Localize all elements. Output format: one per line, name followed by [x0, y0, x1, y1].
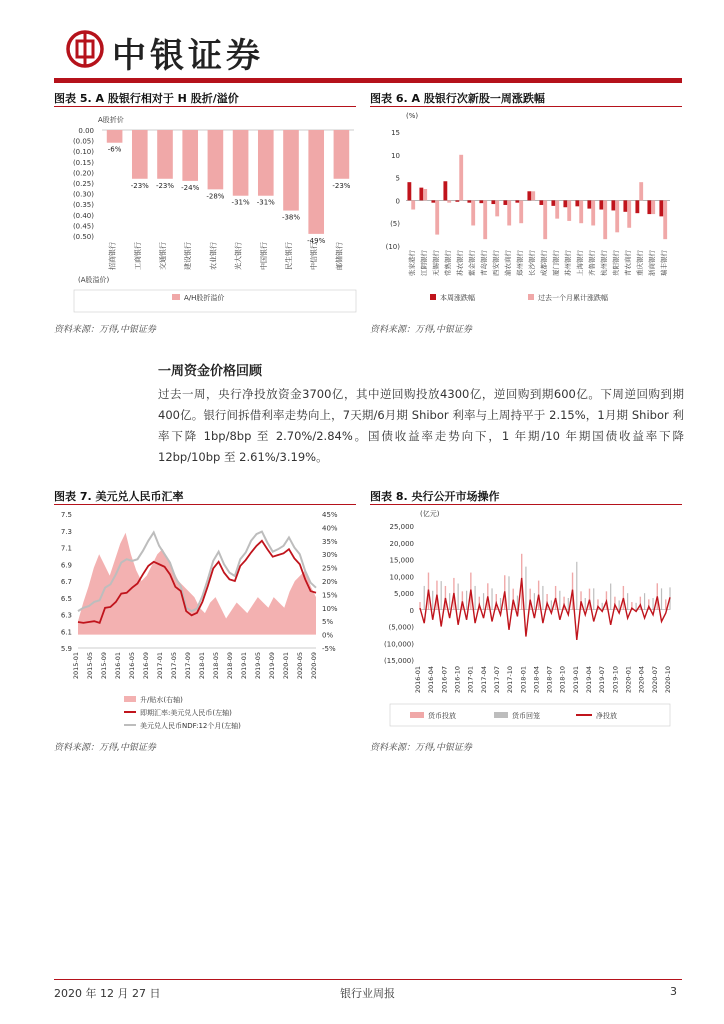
- fig5-y-tick: (0.50): [72, 233, 94, 241]
- fig6-y-tick: (10): [385, 243, 400, 251]
- footer-rule: [54, 979, 682, 980]
- fig7-x-tick: 2017-09: [184, 652, 192, 680]
- fig8-x-tick: 2018-04: [532, 666, 541, 694]
- fig6-category-label: 苏州银行: [564, 250, 572, 276]
- fig8-x-tick: 2019-07: [598, 666, 607, 694]
- fig7-legend-label-ndf: 美元兑人民币NDF:12个月(左轴): [140, 722, 241, 730]
- fig6-bar-week: [647, 200, 651, 214]
- fig7-legend-label-spot: 即期汇率:美元兑人民币(左轴): [140, 709, 232, 717]
- fig6-category-label: 江阴银行: [420, 250, 428, 276]
- fig7-left-tick: 6.7: [60, 578, 72, 586]
- fig6-bar-week: [503, 200, 507, 205]
- fig5-bar: [334, 130, 350, 179]
- fig5-data-label: -31%: [231, 198, 250, 207]
- fig6-bar-month: [543, 200, 547, 239]
- fig7-left-tick: 7.3: [60, 527, 72, 536]
- fig7-x-tick: 2019-09: [268, 652, 276, 680]
- fig8-ylabel: (亿元): [420, 510, 440, 518]
- fig7-legend-swatch-area: [124, 696, 136, 702]
- fig8-legend-label-withdraw: 货币回笼: [512, 712, 540, 720]
- fig7-source: 资料来源：万得,中银证券: [54, 743, 156, 753]
- fig7-right-tick: 0%: [322, 631, 334, 640]
- fig5-y-tick: (0.15): [72, 158, 94, 167]
- fig8-y-tick: 25,000: [389, 523, 414, 531]
- fig5-bar: [308, 130, 324, 234]
- fig5-y-tick: (0.30): [72, 190, 94, 199]
- fig6-bar-month: [531, 191, 535, 200]
- fig5-data-label: -24%: [181, 183, 200, 192]
- fig8-legend-swatch-withdraw: [494, 712, 508, 718]
- fig5-data-label: -23%: [130, 181, 149, 190]
- fig8-x-tick: 2018-01: [519, 666, 528, 694]
- fig7-right-tick: 30%: [322, 551, 338, 560]
- fig6-bar-week: [467, 200, 471, 202]
- fig8-y-tick: 0: [409, 606, 414, 615]
- fig6-source: 资料来源：万得,中银证券: [370, 325, 472, 335]
- fig8-y-tick: (15,000): [384, 657, 414, 665]
- fig6-bar-week: [443, 181, 447, 200]
- fig6-y-tick: 5: [395, 174, 400, 183]
- fig5-data-label: -6%: [107, 145, 122, 154]
- fig6-bar-week: [527, 191, 531, 200]
- fig7-right-tick: -5%: [322, 645, 336, 653]
- fig5-y-tick: (0.40): [72, 211, 94, 220]
- fig6-bar-week: [575, 200, 579, 206]
- fig6-bar-month: [555, 200, 559, 218]
- fig8-source: 资料来源：万得,中银证券: [370, 743, 472, 753]
- fig7-x-tick: 2017-05: [170, 652, 178, 680]
- fig5-category-label: 中信银行: [310, 242, 319, 270]
- fig7-x-tick: 2016-09: [142, 652, 150, 680]
- fig7-legend-label-area: 升/贴水(右轴): [140, 696, 183, 704]
- fig5-y-tick: (0.45): [72, 222, 94, 231]
- fig5-category-label: 中国银行: [259, 242, 268, 270]
- fig8-x-tick: 2020-10: [664, 666, 672, 694]
- fig6-bar-month: [567, 200, 571, 221]
- fig7-left-tick: 5.9: [60, 645, 72, 653]
- fig8-x-tick: 2019-10: [611, 666, 620, 694]
- fig5-bar: [132, 130, 148, 179]
- fig7-title: 图表 7. 美元兑人民币汇率: [54, 490, 184, 503]
- fig5-bar: [258, 130, 274, 196]
- fig6-category-label: 重庆银行: [636, 250, 644, 276]
- fig7-x-tick: 2015-09: [100, 652, 108, 680]
- fig7-right-tick: 20%: [322, 578, 338, 586]
- fig8-x-tick: 2017-01: [466, 666, 475, 694]
- fig5-bar: [182, 130, 198, 181]
- fig6-legend-label-month: 过去一个月累计涨跌幅: [538, 294, 608, 302]
- fig6-category-label: 齐鲁银行: [588, 250, 596, 276]
- fig5-category-label: 邮储银行: [335, 242, 344, 270]
- fig6-category-label: 青岛银行: [480, 250, 488, 276]
- fig6-category-label: 厦门银行: [552, 250, 560, 276]
- fig6-category-label: 渝农商行: [504, 250, 512, 276]
- fig5-bar: [157, 130, 173, 179]
- fig7-x-tick: 2015-01: [72, 652, 80, 680]
- fig6-bar-month: [495, 200, 499, 216]
- fig6-bar-month: [603, 200, 607, 239]
- fig7-x-tick: 2016-01: [114, 652, 122, 680]
- fig6-rule: [370, 106, 682, 107]
- fig7-x-tick: 2020-01: [282, 652, 290, 680]
- fig7-x-tick: 2017-01: [156, 652, 164, 680]
- fig5-bar: [208, 130, 224, 189]
- fig6-category-label: 杭州银行: [600, 250, 608, 276]
- fig7-left-tick: 6.5: [60, 594, 72, 603]
- fig5-rule: [54, 106, 356, 107]
- fig6-bar-week: [419, 188, 423, 201]
- footer-page-number: 3: [670, 985, 677, 998]
- fig8-x-tick: 2017-04: [479, 666, 488, 694]
- fig5-source: 资料来源：万得,中银证券: [54, 325, 156, 335]
- fig7-right-tick: 35%: [322, 537, 338, 546]
- fig5-category-label: 招商银行: [108, 242, 117, 270]
- fig6-bar-month: [471, 200, 475, 225]
- fig8-y-tick: 10,000: [389, 573, 414, 582]
- fig6-bar-week: [431, 200, 435, 202]
- fig6-bar-week: [587, 200, 591, 208]
- fig6-category-label: 苏农银行: [456, 250, 464, 276]
- fig8-x-tick: 2016-10: [453, 666, 462, 694]
- fig8-x-tick: 2018-07: [545, 666, 554, 694]
- fig8-y-tick: (10,000): [384, 640, 414, 649]
- fig6-y-tick: 0: [395, 197, 400, 206]
- fig5-category-label: 光大银行: [234, 242, 243, 270]
- fig7-left-tick: 7.5: [60, 511, 72, 519]
- fig6-y-tick: 15: [391, 129, 400, 137]
- section-title: 一周资金价格回顾: [158, 364, 263, 379]
- fig8-y-tick: (5,000): [388, 623, 414, 632]
- fig5-category-label: 农业银行: [209, 242, 218, 270]
- fig8-x-tick: 2020-04: [637, 666, 646, 694]
- fig7-right-tick: 40%: [322, 524, 338, 533]
- fig8-x-tick: 2020-07: [650, 666, 659, 694]
- fig6-bar-week: [479, 200, 483, 203]
- fig8-legend-label-inject: 货币投放: [428, 712, 456, 720]
- fig8-x-tick: 2017-10: [506, 666, 515, 694]
- fig8-x-tick: 2019-01: [571, 666, 580, 694]
- fig7-right-tick: 5%: [322, 618, 334, 627]
- fig5-ylabel: A股折价: [98, 116, 124, 124]
- fig5-y-tick: (0.20): [72, 169, 94, 178]
- fig7-x-tick: 2020-09: [310, 652, 318, 680]
- header-rule: [54, 78, 682, 83]
- fig6-category-label: 西安银行: [492, 250, 500, 276]
- fig6-category-label: 常熟银行: [444, 250, 452, 276]
- fig7-x-tick: 2018-09: [226, 652, 234, 680]
- fig5-y-tick: (0.10): [72, 148, 94, 157]
- fig5-data-label: -28%: [206, 192, 225, 201]
- fig7-x-tick: 2018-05: [212, 652, 220, 680]
- fig5-data-label: -49%: [307, 236, 326, 245]
- fig5-legend-label: A/H股折溢价: [184, 294, 225, 302]
- fig6-category-label: 长沙银行: [528, 250, 536, 276]
- fig7-left-tick: 6.9: [60, 561, 72, 570]
- brand-name: 中银证券: [112, 36, 264, 76]
- footer-report-name: 银行业周报: [340, 987, 395, 1000]
- fig8-rule: [370, 504, 682, 505]
- fig5-bar: [107, 130, 123, 143]
- fig7-chart: [54, 506, 358, 734]
- fig6-bar-week: [455, 200, 459, 201]
- bank-logo-icon: [66, 30, 104, 68]
- fig6-legend-swatch-week: [430, 294, 436, 300]
- fig6-category-label: 上海银行: [576, 250, 584, 276]
- fig5-data-label: -38%: [281, 213, 301, 222]
- fig7-x-tick: 2018-01: [198, 652, 206, 680]
- fig8-y-tick: 5,000: [393, 590, 414, 598]
- fig5-category-label: 交通银行: [159, 242, 167, 270]
- fig5-title: 图表 5. A 股银行相对于 H 股折/溢价: [54, 92, 239, 105]
- fig6-bar-month: [435, 200, 439, 234]
- fig5-legend-swatch: [172, 294, 180, 300]
- fig6-bar-week: [539, 200, 543, 205]
- fig5-category-label: 建设银行: [184, 242, 193, 270]
- fig5-data-label: -23%: [332, 181, 351, 190]
- fig5-y-tick: (0.05): [72, 137, 94, 146]
- fig5-y-tick: (0.25): [72, 180, 94, 188]
- fig6-bar-week: [635, 200, 639, 213]
- fig6-bar-month: [411, 200, 415, 209]
- fig6-bar-month: [639, 182, 643, 200]
- fig8-y-tick: 15,000: [389, 556, 414, 565]
- fig5-y-tick: 0.00: [78, 127, 94, 135]
- fig6-bar-week: [407, 182, 411, 200]
- fig5-bar: [233, 130, 249, 196]
- fig8-line-net: [420, 578, 670, 640]
- fig7-left-tick: 6.1: [60, 628, 72, 637]
- fig6-title: 图表 6. A 股银行次新股一周涨跌幅: [370, 92, 545, 105]
- fig6-category-label: 张家港行: [408, 250, 416, 276]
- fig8-x-tick: 2016-07: [440, 666, 449, 694]
- fig7-left-tick: 7.1: [60, 544, 72, 553]
- fig8-legend-label-net: 净投放: [596, 712, 617, 720]
- section-paragraph: 过去一周，央行净投放资金3700亿，其中逆回购投放4300亿，逆回购到期600亿。下周逆回购到期400亿。银行间拆借利率走势向上，7天期/6月期 Shibor 利率与上周持平于 2.15%，1月期 Shibor 利率下降 1bp/8bp 至 2.70%/2.84%。国债收益率走势向下，1 年期/10 年期国债收益率下降 12bp/10bp 至 2.61%/3.19%。: [158, 387, 684, 464]
- fig6-category-label: 无锡银行: [432, 250, 440, 276]
- fig6-bar-week: [515, 200, 519, 202]
- fig6-category-label: 青农商行: [624, 250, 632, 276]
- fig8-x-tick: 2016-04: [427, 666, 436, 694]
- fig6-bar-month: [579, 200, 583, 223]
- fig8-y-tick: 20,000: [389, 539, 414, 548]
- fig7-x-tick: 2019-01: [240, 652, 248, 680]
- fig8-chart: [370, 506, 682, 734]
- fig6-bar-month: [663, 200, 667, 239]
- fig6-bar-week: [611, 200, 615, 210]
- fig7-right-tick: 45%: [322, 511, 338, 519]
- fig6-bar-week: [599, 200, 603, 209]
- fig7-x-tick: 2015-05: [86, 652, 94, 680]
- fig5-data-label: -23%: [155, 181, 175, 190]
- fig6-bar-month: [519, 200, 523, 223]
- fig8-x-tick: 2019-04: [585, 666, 594, 694]
- fig7-x-tick: 2020-05: [296, 652, 304, 680]
- fig8-legend-swatch-inject: [410, 712, 424, 718]
- fig6-legend-label-week: 本周涨跌幅: [440, 294, 475, 302]
- fig6-category-label: 郑州银行: [516, 250, 524, 276]
- fig5-chart: [54, 108, 358, 314]
- fig6-bar-month: [483, 200, 487, 239]
- fig5-category-label: 工商银行: [133, 242, 142, 270]
- fig6-bar-month: [615, 200, 619, 232]
- fig6-bar-month: [507, 200, 511, 225]
- fig8-x-tick: 2020-01: [624, 666, 633, 694]
- fig6-bar-week: [563, 200, 567, 207]
- fig6-bar-month: [459, 155, 463, 201]
- fig6-legend-swatch-month: [528, 294, 534, 300]
- fig6-category-label: 浙商银行: [648, 250, 656, 276]
- fig7-right-tick: 15%: [322, 591, 338, 600]
- fig6-category-label: 贵阳银行: [612, 250, 620, 276]
- fig7-x-tick: 2016-05: [128, 652, 136, 680]
- fig5-data-label: -31%: [256, 198, 275, 207]
- fig6-bar-month: [651, 200, 655, 214]
- fig6-bar-week: [659, 200, 663, 216]
- fig8-x-tick: 2016-01: [414, 666, 422, 694]
- fig5-y-tick: (0.35): [72, 201, 94, 210]
- fig5-category-label: 民生银行: [285, 242, 293, 270]
- fig6-bar-month: [447, 200, 451, 202]
- fig6-bar-week: [623, 200, 627, 211]
- fig7-right-tick: 25%: [322, 564, 338, 573]
- fig6-category-label: 瑞丰银行: [660, 250, 668, 276]
- fig5-bottom-note: (A股溢价): [78, 276, 110, 284]
- fig8-x-tick: 2018-10: [558, 666, 567, 694]
- fig7-x-tick: 2019-05: [254, 652, 262, 680]
- footer-date: 2020 年 12 月 27 日: [54, 987, 161, 1000]
- fig6-ylabel: (%): [406, 112, 419, 120]
- fig6-y-tick: 10: [391, 151, 400, 160]
- fig6-category-label: 紫金银行: [468, 250, 476, 276]
- fig5-bar: [283, 130, 299, 211]
- fig6-bar-month: [591, 200, 595, 225]
- fig6-bar-month: [423, 189, 427, 200]
- fig6-bar-month: [627, 200, 631, 227]
- fig6-bar-week: [491, 200, 495, 204]
- fig6-bar-week: [551, 200, 555, 205]
- fig7-right-tick: 10%: [322, 604, 338, 613]
- fig7-left-tick: 6.3: [60, 611, 72, 620]
- fig6-chart: [370, 108, 682, 314]
- fig6-category-label: 成都银行: [540, 250, 548, 276]
- fig8-x-tick: 2017-07: [492, 666, 501, 694]
- fig8-title: 图表 8. 央行公开市场操作: [370, 490, 500, 503]
- fig6-y-tick: (5): [390, 220, 400, 229]
- fig7-rule: [54, 504, 356, 505]
